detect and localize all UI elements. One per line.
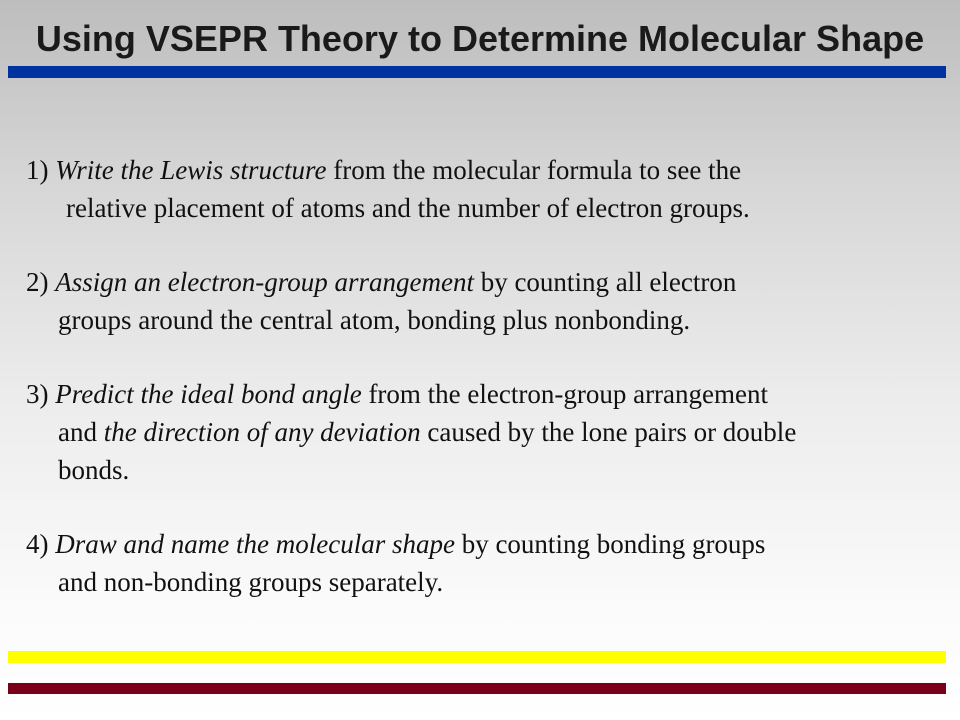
step-3-line-2	[26, 413, 946, 451]
step-3-text-b-prefix: and	[58, 417, 97, 447]
footer-rule-maroon	[8, 683, 946, 694]
step-2-emphasis: Assign an electron-group arrangement	[55, 267, 474, 297]
footer-rule-yellow	[8, 651, 946, 663]
steps-list	[26, 151, 946, 601]
step-4-line-1	[26, 525, 946, 563]
step-2-line-1	[26, 263, 946, 301]
slide-title: Using VSEPR Theory to Determine Molecular Shape	[35, 18, 925, 59]
step-1-line-1	[26, 151, 946, 189]
step-3	[26, 375, 946, 489]
step-2-number: 2)	[26, 267, 49, 297]
step-3-emphasis-2: the direction of any deviation	[103, 417, 421, 447]
step-1-emphasis: Write the Lewis structure	[55, 155, 327, 185]
step-2-text-b: groups around the central atom, bonding plus nonbonding.	[58, 305, 691, 335]
step-3-emphasis: Predict the ideal bond angle	[55, 379, 362, 409]
step-1-number: 1)	[26, 155, 49, 185]
step-3-line-1	[26, 375, 946, 413]
step-4-number: 4)	[26, 529, 49, 559]
step-2	[26, 263, 946, 339]
step-3-text-c: bonds.	[58, 455, 130, 485]
step-1-text-a: from the molecular formula to see the	[333, 155, 742, 185]
title-underline-blue	[8, 66, 946, 78]
step-3-text-a: from the electron-group arrangement	[368, 379, 769, 409]
step-4-text-b: and non-bonding groups separately.	[58, 567, 444, 597]
step-4	[26, 525, 946, 601]
step-4-emphasis: Draw and name the molecular shape	[55, 529, 455, 559]
step-1	[26, 151, 946, 227]
step-2-text-a: by counting all electron	[480, 267, 737, 297]
step-4-text-a: by counting bonding groups	[461, 529, 766, 559]
step-3-number: 3)	[26, 379, 49, 409]
step-1-text-b: relative placement of atoms and the number of electron groups.	[66, 193, 750, 223]
step-3-text-b-suffix: caused by the lone pairs or double	[427, 417, 797, 447]
